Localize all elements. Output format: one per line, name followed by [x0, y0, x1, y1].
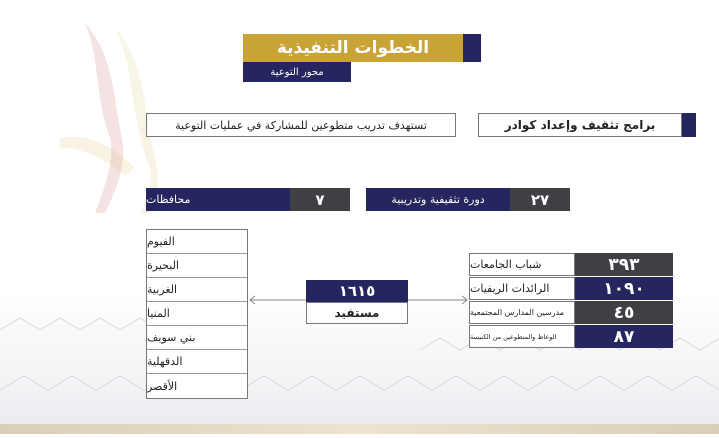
governorates-list [146, 229, 248, 399]
governorates-label: محافظات [146, 188, 290, 211]
page-title: الخطوات التنفيذية [243, 34, 463, 62]
program-description: تستهدف تدريب متطوعين للمشاركة في عمليات التوعية [146, 113, 456, 137]
list-item: الفيوم [147, 230, 247, 254]
group-label: مدرسين المدارس المجتمعية [469, 301, 575, 324]
program-title: برامج تثقيف وإعداد كوادر [478, 113, 682, 137]
bottom-strip [0, 424, 719, 434]
program-title-accent [682, 113, 696, 137]
governorates-count: ٧ [290, 188, 350, 211]
list-item: بني سويف [147, 326, 247, 350]
beneficiaries-count: ١٦١٥ [306, 280, 408, 302]
group-value: ٤٥ [575, 301, 673, 324]
beneficiaries-label: مستفيد [306, 302, 408, 324]
list-item: الأقصر [147, 379, 178, 393]
group-value: ٣٩٣ [575, 253, 673, 276]
page-subtitle: محور التوعية [243, 62, 351, 82]
group-label: شباب الجامعات [469, 253, 575, 276]
table-row [469, 301, 673, 324]
table-row [469, 277, 673, 300]
group-label: الوعاظ والمتطوعين من الكنيسة [469, 325, 575, 348]
group-value: ٨٧ [575, 325, 673, 348]
watermark-logo-icon [55, 18, 160, 218]
list-item: الدقهلية [147, 350, 247, 374]
courses-count: ٢٧ [510, 188, 570, 211]
list-item: المنيا [147, 302, 247, 326]
group-value: ١٠٩٠ [575, 277, 673, 300]
list-item: الغربية [147, 278, 247, 302]
table-row [469, 253, 673, 276]
groups-table [469, 253, 673, 349]
table-row [469, 325, 673, 348]
list-item: البحيرة [147, 254, 247, 278]
group-label: الرائدات الريفيات [469, 277, 575, 300]
title-accent [463, 34, 481, 62]
courses-label: دورة تثقيفية وتدريبية [366, 188, 510, 211]
